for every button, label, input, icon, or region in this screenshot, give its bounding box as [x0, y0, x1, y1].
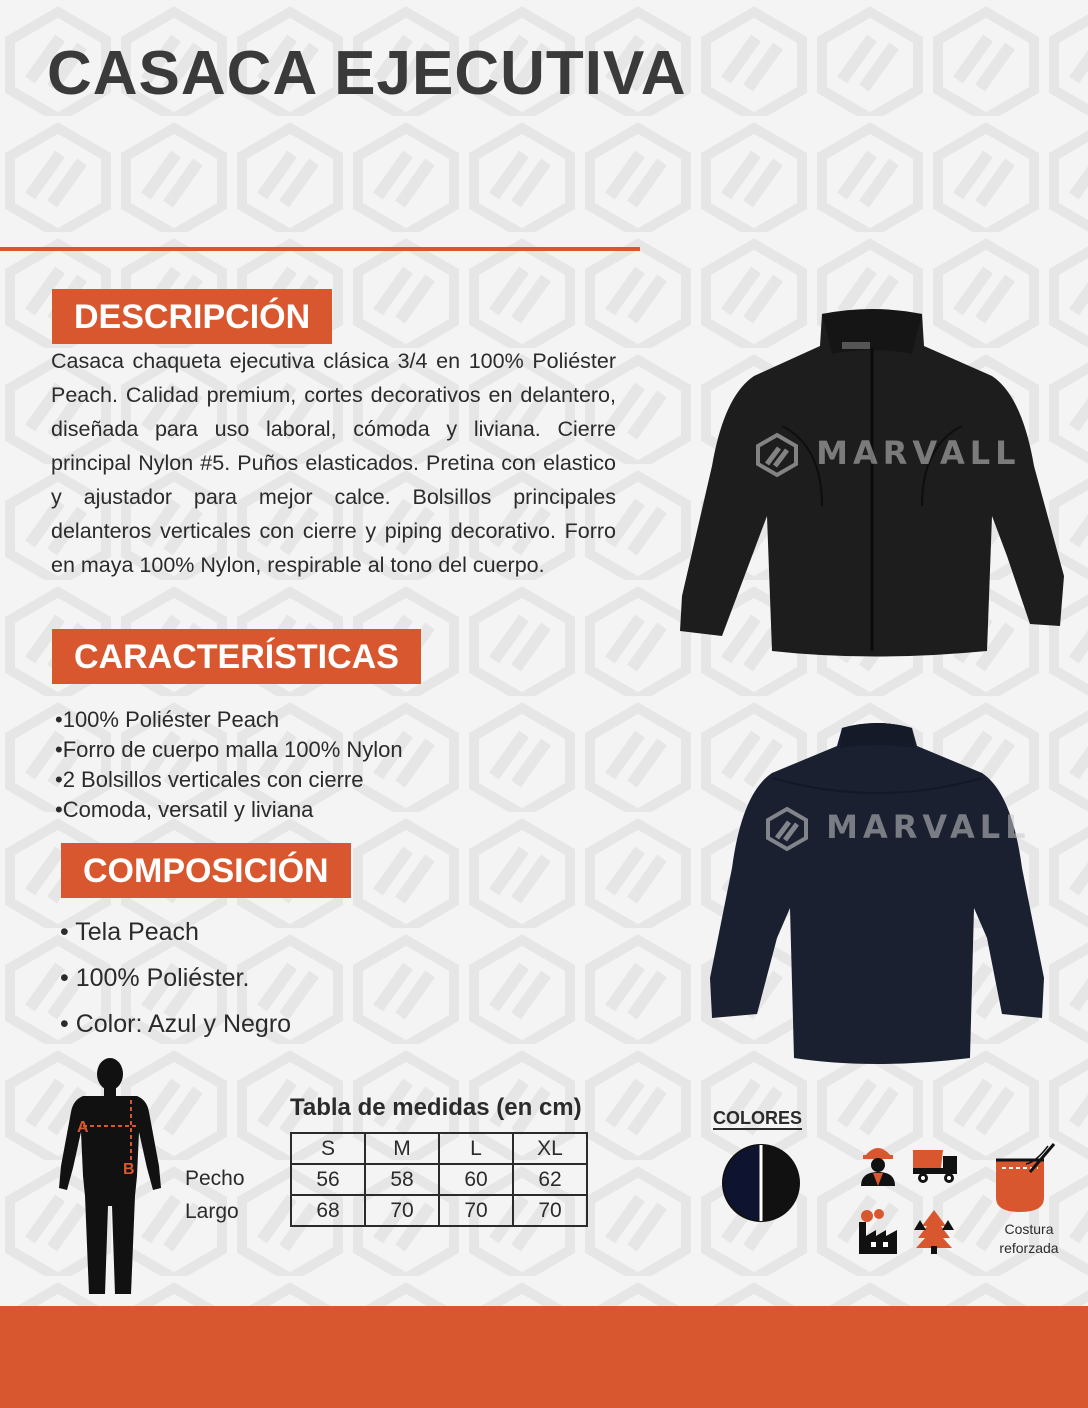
- list-item: • Tela Peach: [60, 918, 199, 946]
- truck-icon: [911, 1144, 961, 1186]
- table-row: [291, 1195, 587, 1226]
- table-cell: 68: [291, 1195, 365, 1226]
- size-header: M: [365, 1133, 439, 1164]
- list-item: • Color: Azul y Negro: [60, 1010, 292, 1038]
- title-divider: [0, 247, 640, 251]
- body-silhouette-icon: [55, 1056, 165, 1296]
- composicion-heading: COMPOSICIÓN: [61, 843, 351, 898]
- colores-label: COLORES: [713, 1108, 803, 1128]
- sewing-needle-icon: [990, 1142, 1058, 1216]
- size-table-title: Tabla de medidas (en cm): [290, 1094, 582, 1121]
- watermark-front: [754, 432, 1021, 478]
- row-label-largo: Largo: [185, 1200, 239, 1223]
- table-cell: 62: [513, 1164, 587, 1195]
- costura-label: Costura reforzada: [999, 1221, 1059, 1256]
- page-title: CASACA EJECUTIVA: [47, 39, 687, 108]
- measure-b-label: B: [123, 1161, 135, 1178]
- size-header: S: [291, 1133, 365, 1164]
- table-cell: 70: [439, 1195, 513, 1226]
- jacket-back-image: [702, 718, 1050, 1070]
- table-cell: 70: [513, 1195, 587, 1226]
- watermark-text: MARVALL: [826, 808, 1031, 846]
- table-cell: 56: [291, 1164, 365, 1195]
- row-label-pecho: Pecho: [185, 1167, 245, 1190]
- composicion-list: [60, 909, 291, 1047]
- table-cell: 58: [365, 1164, 439, 1195]
- marvall-logo-icon: [754, 432, 800, 478]
- worker-icon: [855, 1140, 901, 1186]
- jacket-front-image: [672, 306, 1072, 662]
- size-header: XL: [513, 1133, 587, 1164]
- table-row: [291, 1133, 587, 1164]
- watermark-back: [764, 806, 1031, 852]
- size-table: [290, 1132, 588, 1227]
- descripcion-heading: DESCRIPCIÓN: [52, 289, 332, 344]
- list-item: • 100% Poliéster.: [60, 964, 250, 992]
- list-item: •Comoda, versatil y liviana: [55, 797, 314, 822]
- caracteristicas-list: [55, 705, 403, 825]
- factory-icon: [853, 1208, 901, 1254]
- size-header: L: [439, 1133, 513, 1164]
- list-item: •100% Poliéster Peach: [55, 707, 280, 732]
- table-cell: 70: [365, 1195, 439, 1226]
- footer-bar: [0, 1306, 1088, 1408]
- measure-a-label: A: [77, 1119, 89, 1136]
- descripcion-text: Casaca chaqueta ejecutiva clásica 3/4 en 100% Poliéster Peach. Calidad premium, cortes decorativos en delantero, diseñada para uso laboral, cómoda y liviana. Cierre principal Nylon #5. Puños elasticados. Pretina con elastico y ajustador para mejor calce. Bolsillos principales delanteros verticales con cierre y piping decorativo. Forro en maya 100% Nylon, respirable al tono del cuerpo.: [51, 349, 616, 577]
- list-item: •2 Bolsillos verticales con cierre: [55, 767, 364, 792]
- watermark-text: MARVALL: [816, 434, 1021, 472]
- table-cell: 60: [439, 1164, 513, 1195]
- marvall-logo-icon: [764, 806, 810, 852]
- color-swatch: [720, 1142, 802, 1224]
- forest-icon: [910, 1208, 958, 1254]
- table-row: [291, 1164, 587, 1195]
- caracteristicas-heading: CARACTERÍSTICAS: [52, 629, 421, 684]
- list-item: •Forro de cuerpo malla 100% Nylon: [55, 737, 403, 762]
